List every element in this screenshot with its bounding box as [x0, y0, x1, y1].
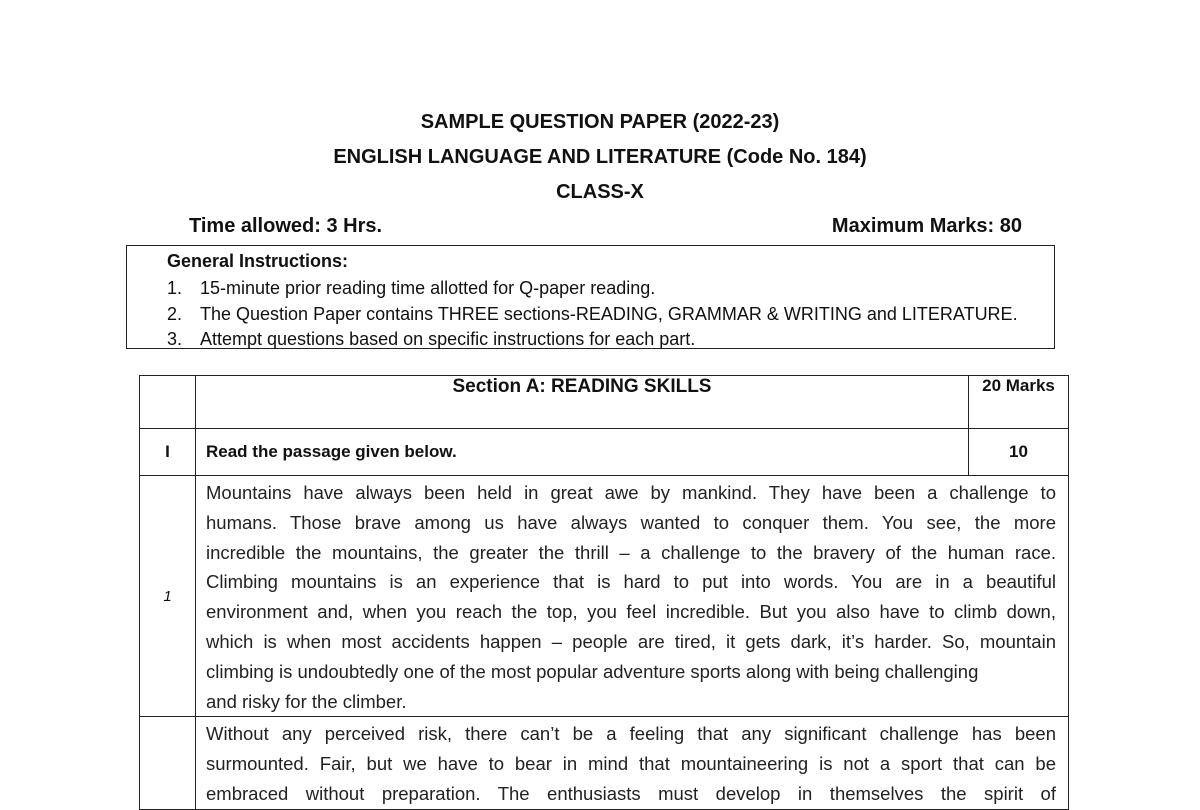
instruction-text: The Question Paper contains THREE sections-READING, GRAMMAR & WRITING and LITERATURE.: [200, 303, 1018, 324]
empty-cell: [140, 376, 196, 429]
text-line: embraced without preparation. The enthusiasts must develop in themselves the spirit of: [206, 782, 1056, 804]
instruction-number: 2.: [167, 303, 183, 324]
text-line: which is when most accidents happen – people are tired, it gets dark, it’s harder. So, mountain: [206, 630, 1056, 652]
instructions-list: [167, 276, 1018, 353]
class-title: CLASS-X: [556, 181, 644, 203]
text-line: Climbing mountains is an experience that is hard to put into words. You are in a beautiful: [206, 571, 1056, 593]
section-marks: 20 Marks: [969, 376, 1069, 429]
instruction-number: 1.: [167, 278, 183, 298]
paragraph-number: 1: [140, 476, 196, 717]
instruction-item: [167, 276, 1018, 302]
question-text: Read the passage given below.: [196, 429, 969, 476]
general-instructions-box: [126, 245, 1055, 349]
section-title: Section A: READING SKILLS: [196, 376, 969, 429]
paragraph-text: [196, 717, 1069, 809]
paragraph-text: [196, 476, 1069, 717]
section-a-table: [139, 375, 1069, 810]
text-line: incredible the mountains, the greater the thrill – a challenge to the bravery of the human race.: [206, 541, 1056, 563]
question-number: I: [140, 429, 196, 476]
text-line: humans. Those brave among us have always wanted to conquer them. You see, the more: [206, 511, 1056, 533]
question-row: [140, 429, 1069, 476]
subject-title: ENGLISH LANGUAGE AND LITERATURE (Code No. 184): [333, 146, 867, 168]
text-line: environment and, when you reach the top, you feel incredible. But you also have to climb down,: [206, 601, 1056, 623]
text-line: surmounted. Fair, but we have to bear in mind that mountaineering is not a sport that can be: [206, 753, 1056, 775]
instructions-heading: General Instructions:: [167, 251, 349, 271]
section-header-row: [140, 376, 1069, 429]
paragraph-row: [140, 717, 1069, 809]
time-allowed: Time allowed: 3 Hrs.: [189, 215, 383, 237]
paper-title: SAMPLE QUESTION PAPER (2022-23): [420, 111, 780, 133]
instruction-text: Attempt questions based on specific instructions for each part.: [200, 329, 696, 349]
maximum-marks: Maximum Marks: 80: [831, 215, 1022, 237]
instruction-text: 15-minute prior reading time allotted for Q-paper reading.: [200, 278, 656, 298]
text-line: and risky for the climber.: [206, 690, 407, 712]
text-line: climbing is undoubtedly one of the most popular adventure sports along with being challenging: [206, 660, 979, 682]
paragraph-number: [140, 717, 196, 809]
instruction-item: [167, 327, 1018, 353]
question-marks: 10: [969, 429, 1069, 476]
text-line: Mountains have always been held in great awe by mankind. They have been a challenge to: [206, 482, 1056, 503]
instruction-number: 3.: [167, 329, 183, 349]
paragraph-row: [140, 476, 1069, 717]
text-line: Without any perceived risk, there can’t be a feeling that any significant challenge has been: [206, 723, 1056, 745]
instruction-item: [167, 302, 1018, 328]
